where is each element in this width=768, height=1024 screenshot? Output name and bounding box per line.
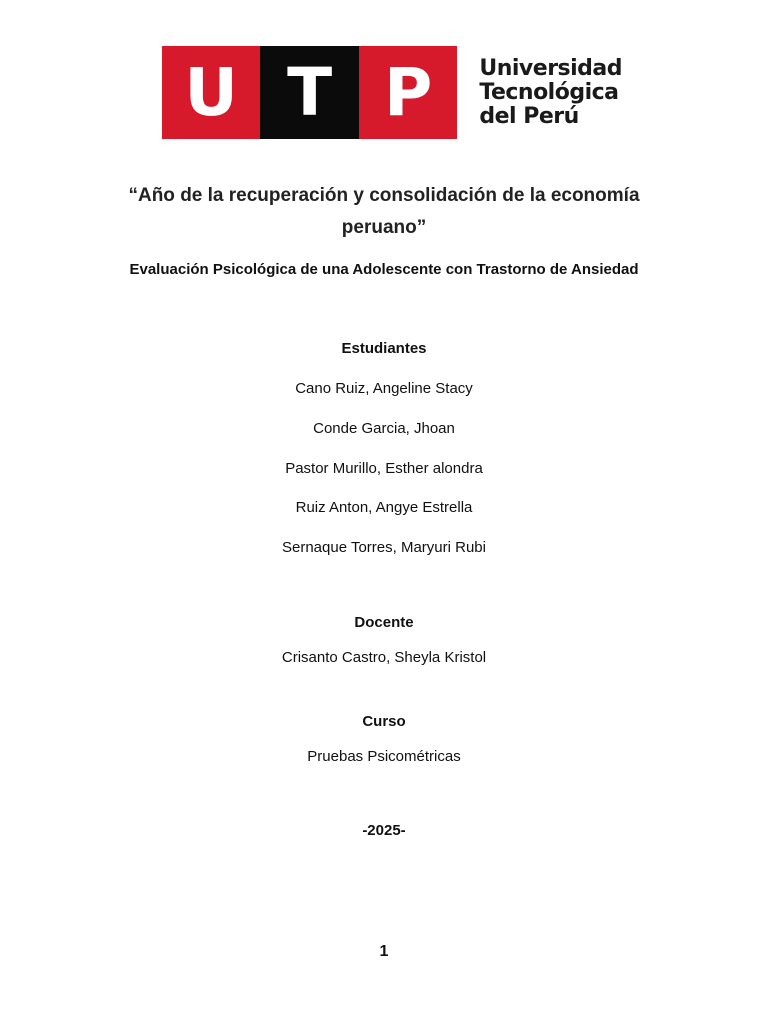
student-name: Cano Ruiz, Angeline Stacy — [295, 380, 473, 397]
year-label: -2025- — [362, 822, 406, 839]
logo-line-3: del Perú — [479, 104, 579, 129]
student-name: Pastor Murillo, Esther alondra — [285, 460, 483, 477]
page-number: 1 — [379, 943, 389, 960]
document-subtitle: Evaluación Psicológica de una Adolescente con Trastorno de Ansiedad — [129, 261, 639, 278]
logo-wordmark — [479, 46, 622, 140]
student-name: Conde Garcia, Jhoan — [313, 420, 455, 437]
logo-line-1: Universidad — [479, 56, 623, 81]
course-heading: Curso — [362, 713, 406, 730]
students-heading: Estudiantes — [341, 340, 427, 357]
logo-letter-u: U — [162, 46, 260, 139]
utp-logo — [162, 46, 622, 140]
logo-letter-p: P — [359, 46, 457, 139]
logo-letter-t: T — [260, 46, 358, 139]
student-name: Ruiz Anton, Angye Estrella — [295, 499, 473, 516]
year-title: “Año de la recuperación y consolidación de la economía peruano” — [128, 185, 640, 238]
teacher-name: Crisanto Castro, Sheyla Kristol — [281, 649, 487, 666]
student-name: Sernaque Torres, Maryuri Rubi — [282, 539, 486, 556]
logo-line-2: Tecnológica — [479, 80, 619, 105]
course-name: Pruebas Psicométricas — [307, 748, 461, 765]
teacher-heading: Docente — [354, 614, 414, 631]
